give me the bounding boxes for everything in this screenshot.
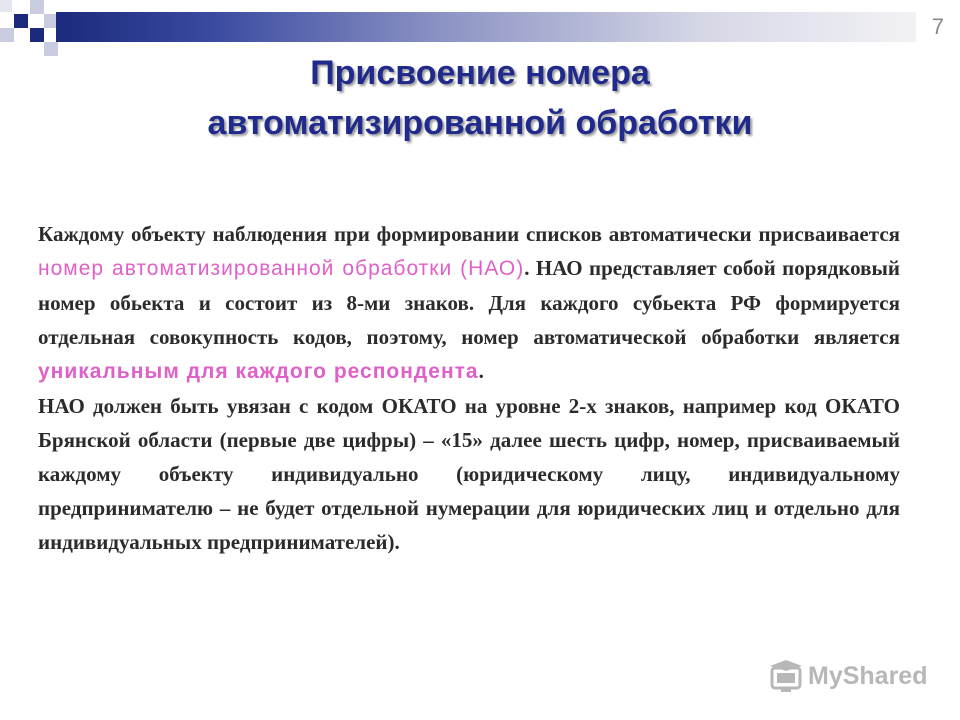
top-bar xyxy=(56,12,916,42)
paragraph-1-text-c: . xyxy=(478,359,484,383)
paragraph-1-text-a: Каждому объекту наблюдения при формировании списков автоматически присваивается xyxy=(38,222,900,246)
slide-body xyxy=(38,217,900,559)
watermark-text: MyShared xyxy=(808,661,928,690)
paragraph-1-text-b: . НАО представляет собой порядковый номер обьекта и состоит из 8-ми знаков. Для каждого субьекта РФ формируется отдельная совокупность кодов, поэтому, номер автоматической обработки является xyxy=(38,256,900,349)
title-line-2: автоматизированной обработки xyxy=(207,104,753,142)
paragraph-2: НАО должен быть увязан с кодом ОКАТО на уровне 2-х знаков, например код ОКАТО Брянской области (первые две цифры) – «15» далее шесть цифр, номер, присваиваемый каждому объекту индивидуально (юридическому лицу, индивидуальному предпринимателю – не будет отдельной нумерации для юридических лиц и отдельно для индивидуальных предпринимателей). xyxy=(38,394,900,554)
paragraph-1 xyxy=(38,217,900,389)
watermark xyxy=(768,656,938,696)
slide-number: 7 xyxy=(931,14,944,39)
title-line-1: Присвоение номера xyxy=(310,54,650,92)
highlight-unique: уникальным для каждого респондента xyxy=(38,360,479,383)
slide-title xyxy=(0,48,960,148)
highlight-nao: номер автоматизированной обработки (НАО) xyxy=(38,257,525,280)
mortarboard-icon xyxy=(768,659,804,693)
